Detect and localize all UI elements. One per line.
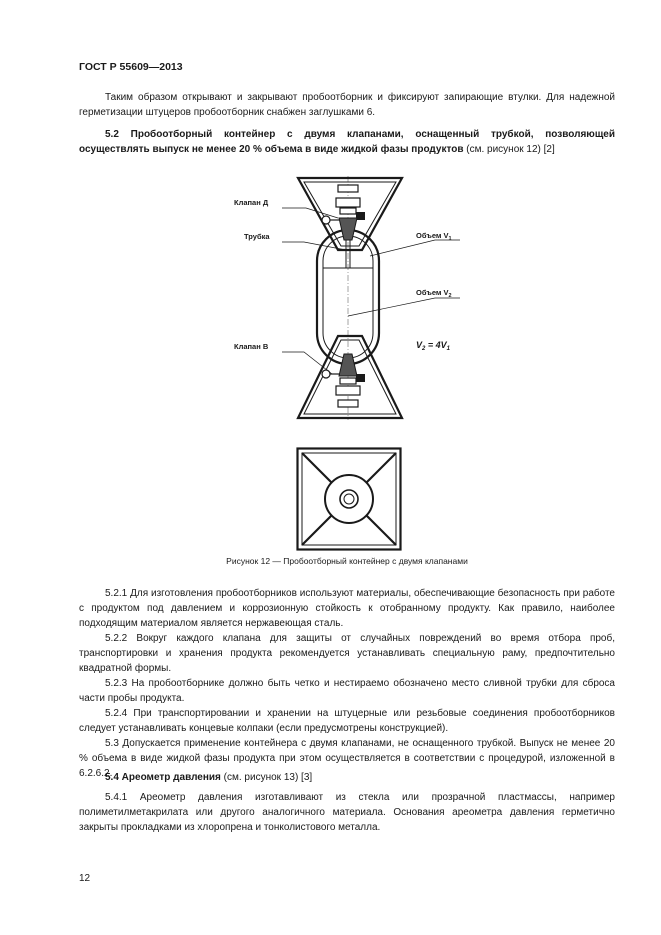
section-5-4-title-ref: (см. рисунок 13) [3] <box>220 772 313 783</box>
formula-v: V <box>416 340 423 350</box>
label-volume-v2-sub: 2 <box>448 293 452 299</box>
document-header: ГОСТ Р 55609—2013 <box>79 61 183 73</box>
formula-v2-sub: 2 <box>422 346 426 352</box>
frame-diagonals <box>302 453 396 545</box>
section-5-4-title <box>79 770 615 785</box>
figure-12-side-view <box>220 168 520 423</box>
paragraph-5-2-4: 5.2.4 При транспортировании и хранении на штуцерные или резьбовые соединения пробоотборников следует устанавливать концевые колпаки (если предусмотрены конструкцией). <box>79 708 615 734</box>
page-number: 12 <box>79 873 91 884</box>
paragraph-5-4-1: 5.4.1 Ареометр давления изготавливают из стекла или прозрачной пластмассы, например полиметилметакрилата или другого аналогичного материала. Основания ареометра давления герметично закрыты прокладками из хлоропрена и тонколистового металла. <box>79 792 615 833</box>
body-circle <box>325 475 373 523</box>
paragraph-5-3: 5.3 Допускается применение контейнера с двумя клапанами, не оснащенного трубкой. Выпуск не менее 20 % объема в виде жидкой фазы продукта при этом осуществляется в соответствии с процедурой, изложенной в 6.2.6.2. <box>79 738 615 779</box>
intro-paragraph: Таким образом открывают и закрывают пробоотборник и фиксируют запирающие втулки. Для надежной герметизации штуцеров пробоотборник снабжен заглушками 6. <box>79 92 615 118</box>
section-5-2-title-ref: (см. рисунок 12) [2] <box>463 144 555 155</box>
section-5-2-title <box>79 127 615 157</box>
paragraph-5-2-3: 5.2.3 На пробоотборнике должно быть четко и нестираемо обозначено место сливной трубки для сброса части пробы продукта. <box>79 678 615 704</box>
label-valve-b: Клапан В <box>234 342 269 351</box>
label-volume-v1-sub: 1 <box>448 236 452 242</box>
paragraph-5-2-2: 5.2.2 Вокруг каждого клапана для защиты от случайных повреждений во время отбора проб, транспортировки и хранения продукта рекомендуется устанавливать специальную раму, предпочтительно квадратной формы. <box>79 633 615 674</box>
label-tube: Трубка <box>244 232 270 241</box>
figure-12-top-view <box>296 447 402 551</box>
label-volume-v1-prefix: Объем V <box>416 231 449 240</box>
label-formula <box>416 340 451 352</box>
formula-eq: = 4V <box>425 340 447 350</box>
figure-12-caption: Рисунок 12 — Пробоотборный контейнер с двумя клапанами <box>226 556 468 566</box>
label-volume-v2 <box>416 288 452 299</box>
label-valve-d: Клапан Д <box>234 198 269 207</box>
paragraph-5-2-1: 5.2.1 Для изготовления пробоотборников используют материалы, обеспечивающие безопасность при работе с продуктом под давлением и коррозионную стойкость к отобранному продукту. Как правило, наиболее подходящим материалом является нержавеющая сталь. <box>79 588 615 629</box>
label-volume-v2-prefix: Объем V <box>416 288 449 297</box>
valve-circle-inner <box>344 494 354 504</box>
valve-circle-outer <box>340 490 358 508</box>
formula-v1-sub: 1 <box>446 346 450 352</box>
section-5-2-title-bold: 5.2 Пробоотборный контейнер с двумя клапанами, оснащенный трубкой, позволяющей осуществлять выпуск не менее 20 % объема в виде жидкой фазы продуктов <box>79 129 615 155</box>
section-5-4-title-bold: 5.4 Ареометр давления <box>105 772 221 783</box>
